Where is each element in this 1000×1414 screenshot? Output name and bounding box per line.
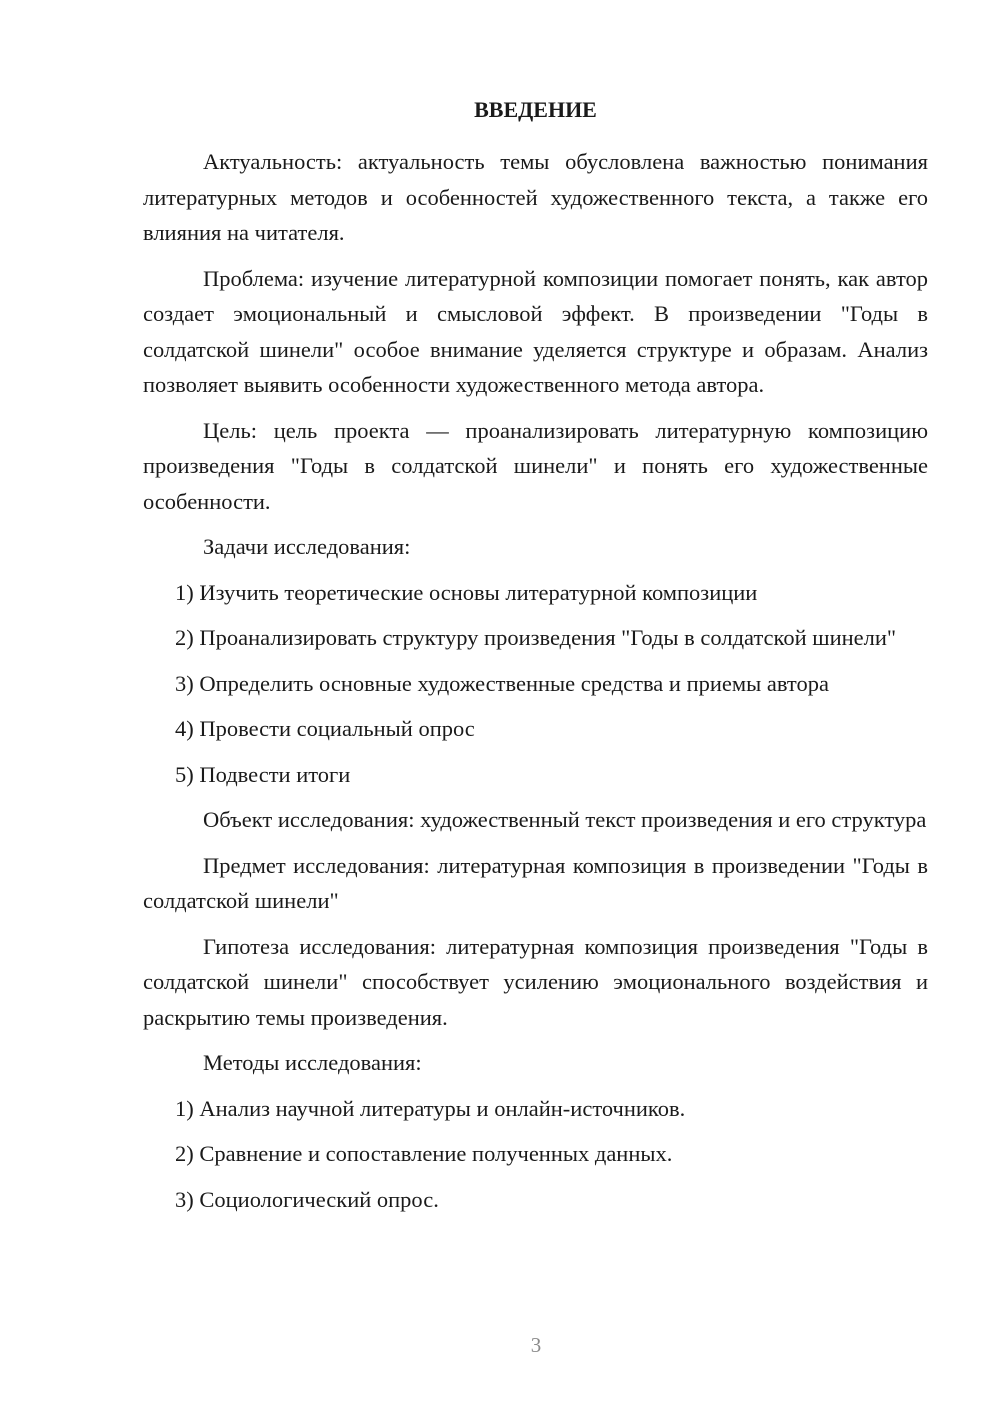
- task-item-1: 1) Изучить теоретические основы литературной композиции: [175, 579, 758, 605]
- task-item-2: 2) Проанализировать структуру произведения "Годы в солдатской шинели": [175, 625, 897, 650]
- page-number: 3: [530, 1333, 542, 1357]
- hypothesis-paragraph: Гипотеза исследования: литературная композиция произведения "Годы в солдатской шинели" способствует усилению эмоционального воздействия и раскрытию темы произведения.: [143, 933, 928, 1030]
- problem-paragraph: Проблема: изучение литературной композиции помогает понять, как автор создает эмоциональный и смысловой эффект. В произведении "Годы в солдатской шинели" особое внимание уделяется структуре и образам. Анализ позволяет выявить особенности художественного метода автора.: [143, 265, 928, 397]
- object-paragraph: Объект исследования: художественный текст произведения и его структура: [203, 807, 927, 832]
- task-item-4: 4) Провести социальный опрос: [175, 716, 475, 741]
- method-item-1: 1) Анализ научной литературы и онлайн-источников.: [175, 1095, 686, 1121]
- methods-heading: Методы исследования:: [203, 1050, 422, 1075]
- task-item-5: 5) Подвести итоги: [175, 761, 351, 787]
- tasks-heading: Задачи исследования:: [203, 534, 411, 559]
- method-item-3: 3) Социологический опрос.: [175, 1186, 439, 1212]
- page-title: ВВЕДЕНИЕ: [474, 97, 597, 122]
- method-item-2: 2) Сравнение и сопоставление полученных данных.: [175, 1141, 673, 1166]
- task-item-3: 3) Определить основные художественные средства и приемы автора: [175, 670, 829, 696]
- goal-paragraph: Цель: цель проекта — проанализировать литературную композицию произведения "Годы в солдатской шинели" и понять его художественные особенности.: [143, 417, 928, 514]
- subject-paragraph: Предмет исследования: литературная композиция в произведении "Годы в солдатской шинели": [143, 852, 928, 913]
- relevance-paragraph: Актуальность: актуальность темы обусловлена важностью понимания литературных методов и особенностей художественного текста, а также его влияния на читателя.: [143, 149, 928, 245]
- document-page: [143, 92, 928, 1227]
